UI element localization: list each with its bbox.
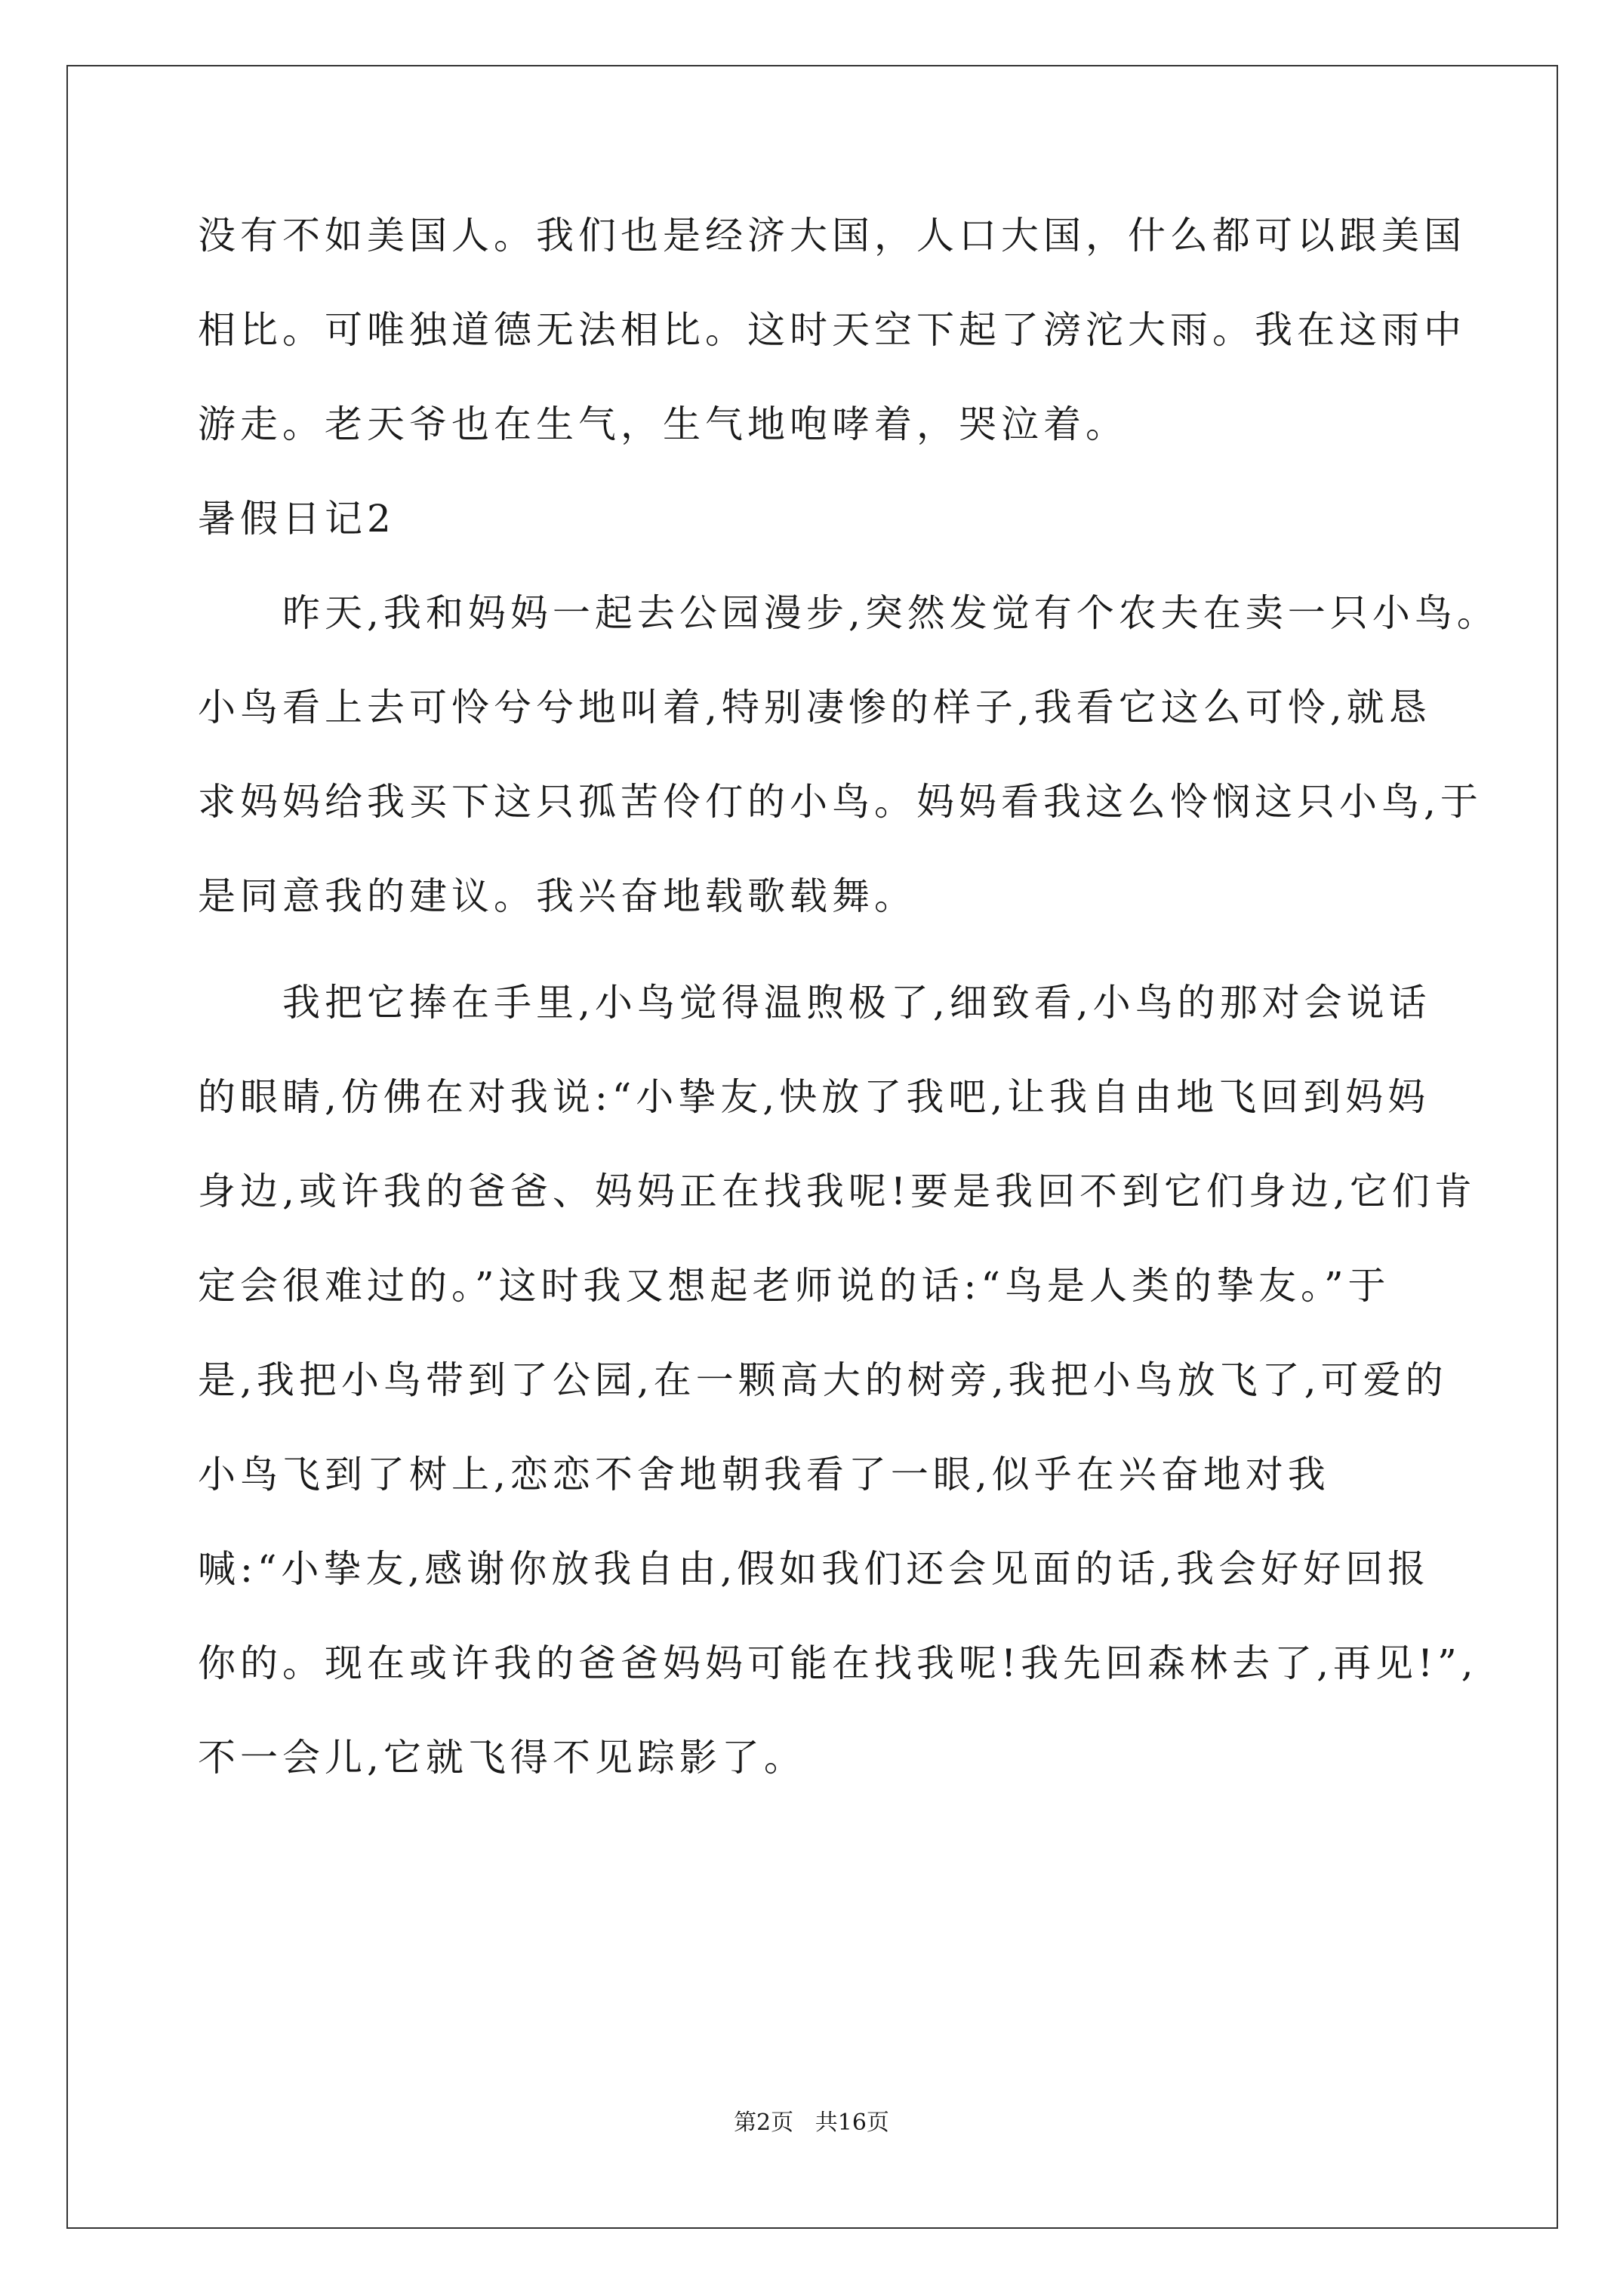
text-line: 小鸟飞到了树上,恋恋不舍地朝我看了一眼,似乎在兴奋地对我 bbox=[198, 1453, 1330, 1496]
text-line: 昨天,我和妈妈一起去公园漫步,突然发觉有个农夫在卖一只小鸟。 bbox=[282, 591, 1499, 635]
document-body bbox=[198, 189, 1499, 1805]
text-line: 我把它捧在手里,小鸟觉得温煦极了,细致看,小鸟的那对会说话 bbox=[282, 981, 1431, 1025]
text-line: 求妈妈给我买下这只孤苦伶仃的小鸟。妈妈看我这么怜悯这只小鸟,于 bbox=[198, 780, 1483, 824]
text-line: 相比。可唯独道德无法相比。这时天空下起了滂沱大雨。我在这雨中 bbox=[198, 308, 1466, 352]
text-line: 小鸟看上去可怜兮兮地叫着,特别凄惨的样子,我看它这么可怜,就恳 bbox=[198, 686, 1431, 729]
text-line: 不一会儿,它就飞得不见踪影了。 bbox=[198, 1736, 806, 1780]
section-title: 暑假日记2 bbox=[198, 497, 396, 541]
text-line: 你的。现在或许我的爸爸妈妈可能在找我呢!我先回森林去了,再见!”, bbox=[198, 1641, 1478, 1685]
text-line: 喊:“小挚友,感谢你放我自由,假如我们还会见面的话,我会好好回报 bbox=[198, 1547, 1431, 1591]
text-line: 的眼睛,仿佛在对我说:“小挚友,快放了我吧,让我自由地飞回到妈妈 bbox=[198, 1075, 1431, 1119]
text-line: 是,我把小鸟带到了公园,在一颗高大的树旁,我把小鸟放飞了,可爱的 bbox=[198, 1358, 1448, 1402]
text-line: 身边,或许我的爸爸、妈妈正在找我呢!要是我回不到它们身边,它们肯 bbox=[198, 1170, 1477, 1213]
text-line: 定会很难过的。”这时我又想起老师说的话:“鸟是人类的挚友。”于 bbox=[198, 1264, 1390, 1308]
text-line: 没有不如美国人。我们也是经济大国，人口大国，什么都可以跟美国 bbox=[198, 214, 1466, 257]
text-line: 游走。老天爷也在生气，生气地咆哮着，哭泣着。 bbox=[198, 402, 1128, 446]
page-number-footer: 第2页 共16页 bbox=[734, 2110, 889, 2136]
text-line: 是同意我的建议。我兴奋地载歌载舞。 bbox=[198, 874, 916, 918]
